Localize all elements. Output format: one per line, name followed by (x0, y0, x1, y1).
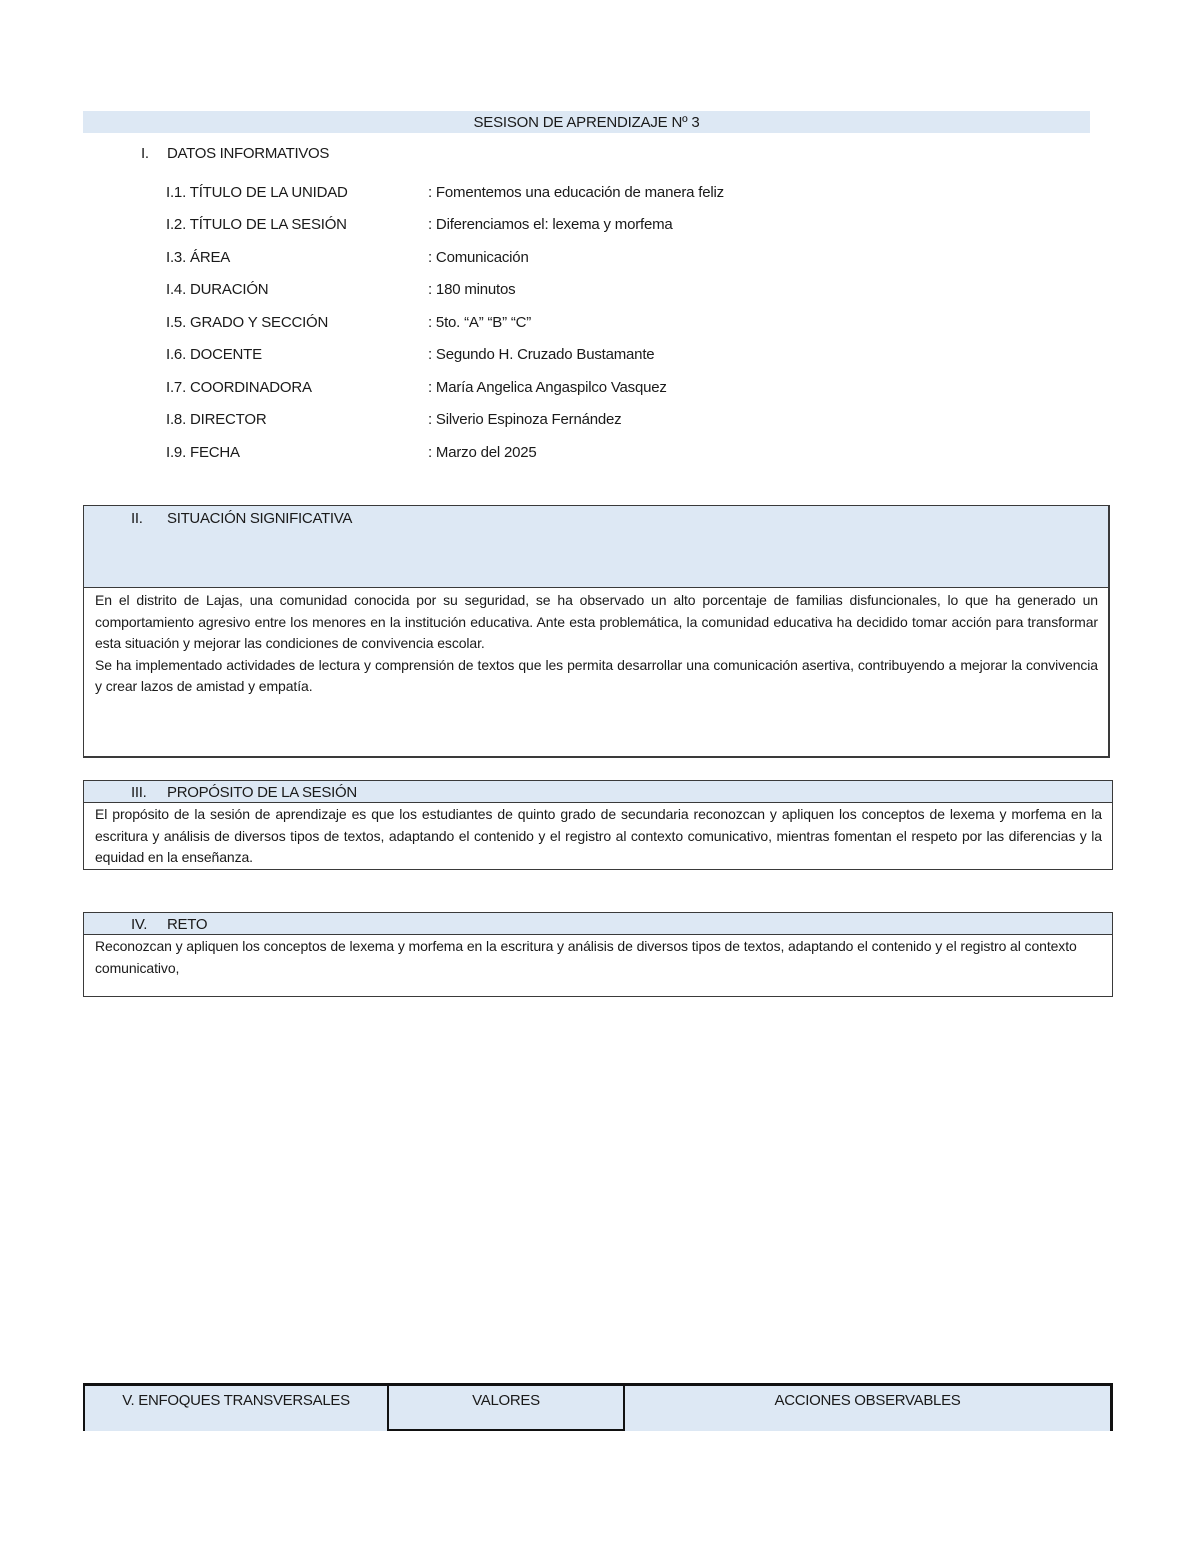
section-number: I. (141, 145, 149, 162)
section-title: PROPÓSITO DE LA SESIÓN (167, 784, 357, 801)
reto-paragraph: Reconozcan y apliquen los conceptos de lexema y morfema en la escritura y análisis de diversos tipos de textos, adaptando el contenido y el registro al contexto comunicativo, (95, 938, 1077, 976)
proposito-box (83, 780, 1113, 870)
situacion-paragraph-2: Se ha implementado actividades de lectura y comprensión de textos que les permita desarrollar una comunicación asertiva, contribuyendo a mejorar la convivencia y crear lazos de amistad y empatía. (95, 656, 1098, 694)
datos-row (166, 209, 1066, 242)
column-header-acciones: ACCIONES OBSERVABLES (625, 1383, 1113, 1431)
datos-label: I.6. DOCENTE (166, 346, 262, 364)
proposito-paragraph: El propósito de la sesión de aprendizaje es que los estudiantes de quinto grado de secundaria reconozcan y apliquen los conceptos de lexema y morfema en la escritura y análisis de diversos tipos de textos, adaptando el contenido y el registro al contexto comunicativo, mientras fomentan el respeto por las diferencias y la equidad en la enseñanza. (95, 806, 1102, 865)
datos-value: : Segundo H. Cruzado Bustamante (428, 346, 655, 364)
datos-label: I.3. ÁREA (166, 248, 231, 266)
datos-row (166, 241, 1066, 274)
section-header (84, 506, 1108, 588)
datos-row (166, 339, 1066, 372)
datos-row (166, 176, 1066, 209)
section-number: III. (131, 784, 147, 801)
document-title: SESISON DE APRENDIZAJE Nº 3 (83, 111, 1090, 133)
situacion-significativa-box (83, 505, 1110, 758)
column-header-valores: VALORES (389, 1383, 625, 1431)
datos-label: I.8. DIRECTOR (166, 411, 267, 429)
section-header (84, 913, 1112, 935)
datos-value: : 180 minutos (428, 281, 516, 299)
situacion-paragraph-1: En el distrito de Lajas, una comunidad conocida por su seguridad, se ha observado un alto porcentaje de familias disfuncionales, lo que ha generado un comportamiento agresivo entre los menores en la institución educativa. Ante esta problemática, la comunidad educativa ha decidido tomar acción para transformar esta situación y mejorar las condiciones de convivencia escolar. (95, 592, 1098, 651)
datos-informativos-list (166, 176, 1066, 469)
datos-value: : María Angelica Angaspilco Vasquez (428, 378, 667, 396)
datos-row (166, 371, 1066, 404)
datos-value: : Diferenciamos el: lexema y morfema (428, 216, 673, 234)
section-title: RETO (167, 916, 208, 933)
datos-label: I.2. TÍTULO DE LA SESIÓN (166, 216, 347, 234)
datos-value: : Marzo del 2025 (428, 443, 537, 461)
enfoques-table-header (83, 1383, 1113, 1431)
datos-label: I.7. COORDINADORA (166, 378, 312, 396)
datos-label: I.9. FECHA (166, 443, 240, 461)
section-number: II. (131, 510, 143, 527)
datos-label: I.4. DURACIÓN (166, 281, 269, 299)
section-header (84, 781, 1112, 803)
section-title: SITUACIÓN SIGNIFICATIVA (167, 510, 353, 527)
datos-row (166, 306, 1066, 339)
datos-value: : Comunicación (428, 248, 529, 266)
column-header-enfoques: V. ENFOQUES TRANSVERSALES (83, 1383, 389, 1431)
datos-value: : 5to. “A” “B” “C” (428, 313, 532, 331)
datos-label: I.5. GRADO Y SECCIÓN (166, 313, 329, 331)
datos-value: : Silverio Espinoza Fernández (428, 411, 622, 429)
datos-row (166, 274, 1066, 307)
datos-row (166, 404, 1066, 437)
datos-value: : Fomentemos una educación de manera feliz (428, 183, 724, 201)
reto-box (83, 912, 1113, 997)
datos-row (166, 436, 1066, 469)
section-title: DATOS INFORMATIVOS (167, 145, 330, 162)
section-datos-heading (141, 145, 329, 162)
datos-label: I.1. TÍTULO DE LA UNIDAD (166, 183, 348, 201)
section-number: IV. (131, 916, 148, 933)
